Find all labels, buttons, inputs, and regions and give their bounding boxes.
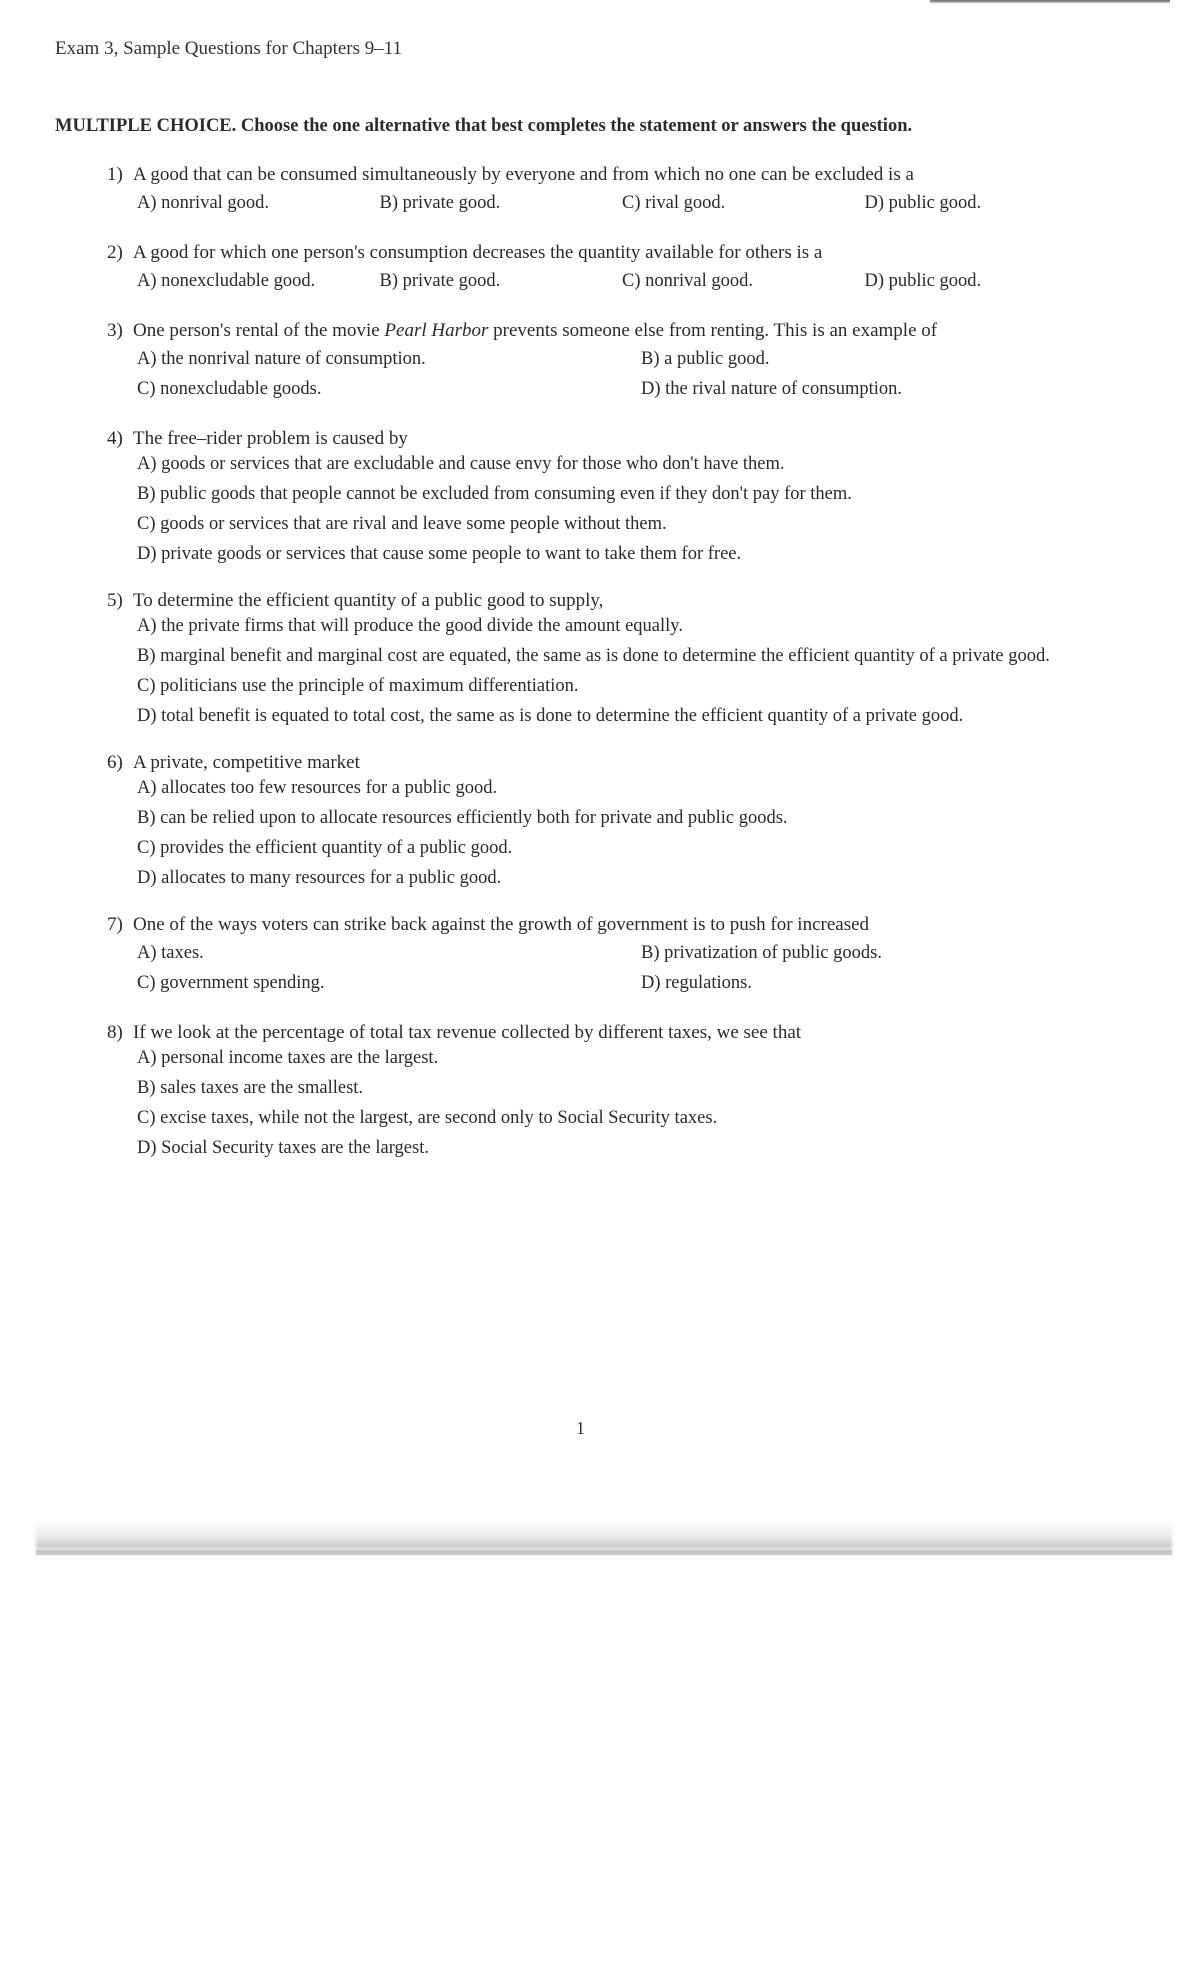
option-list <box>137 1046 1107 1160</box>
question-number: 1) <box>107 164 123 185</box>
option-b: B) can be relied upon to allocate resources efficiently both for private and public goods. <box>137 808 788 828</box>
option-a: A) the private firms that will produce the good divide the amount equally. <box>137 616 683 636</box>
question-stem <box>107 750 1107 776</box>
question-text: A good for which one person's consumption decreases the quantity available for others is a <box>133 242 823 263</box>
option-c: C) politicians use the principle of maximum differentiation. <box>137 676 579 696</box>
question-stem <box>107 318 1107 344</box>
option-c: C) nonrival good. <box>622 271 754 291</box>
question-5 <box>107 588 1107 728</box>
question-7 <box>107 912 1107 998</box>
question-text-after: prevents someone else from renting. This is an example of <box>488 320 938 341</box>
question-number: 6) <box>107 752 123 773</box>
option-c: C) provides the efficient quantity of a public good. <box>137 838 513 858</box>
question-text: A private, competitive market <box>133 752 360 773</box>
option-b: B) private good. <box>379 271 501 291</box>
page-number: 1 <box>576 1418 585 1438</box>
question-text: If we look at the percentage of total tax revenue collected by different taxes, we see that <box>133 1022 802 1043</box>
question-list <box>107 162 1107 1182</box>
option-d: D) the rival nature of consumption. <box>641 379 902 399</box>
option-grid <box>137 938 1107 998</box>
option-d: D) total benefit is equated to total cost, the same as is done to determine the efficient quantity of a private good. <box>137 706 964 726</box>
option-row <box>137 266 1107 296</box>
question-stem <box>107 426 1107 452</box>
question-number: 5) <box>107 590 123 611</box>
option-d: D) Social Security taxes are the largest. <box>137 1138 429 1158</box>
question-2 <box>107 240 1107 296</box>
question-number: 7) <box>107 914 123 935</box>
question-stem <box>107 240 1107 266</box>
question-6 <box>107 750 1107 890</box>
option-a: A) nonexcludable good. <box>137 271 316 291</box>
question-number: 2) <box>107 242 123 263</box>
question-text: A good that can be consumed simultaneously by everyone and from which no one can be excluded is a <box>133 164 914 185</box>
option-d: D) regulations. <box>641 973 752 993</box>
question-number: 8) <box>107 1022 123 1043</box>
question-3 <box>107 318 1107 404</box>
option-a: A) taxes. <box>137 943 204 963</box>
option-list <box>137 452 1107 566</box>
question-stem <box>107 162 1107 188</box>
option-c: C) government spending. <box>137 973 325 993</box>
question-4 <box>107 426 1107 566</box>
option-b: B) sales taxes are the smallest. <box>137 1078 364 1098</box>
option-b: B) private good. <box>379 193 501 213</box>
question-text: One of the ways voters can strike back against the growth of government is to push for increased <box>133 914 870 935</box>
scan-artifact-line <box>36 1550 1172 1555</box>
question-stem <box>107 912 1107 938</box>
option-a: A) nonrival good. <box>137 193 270 213</box>
instructions: MULTIPLE CHOICE. Choose the one alternative that best completes the statement or answers the question. <box>55 116 913 136</box>
question-text: To determine the efficient quantity of a public good to supply, <box>133 590 604 611</box>
option-d: D) public good. <box>864 193 982 213</box>
option-a: A) allocates too few resources for a public good. <box>137 778 498 798</box>
option-b: B) marginal benefit and marginal cost are equated, the same as is done to determine the efficient quantity of a private good. <box>137 646 1050 666</box>
question-text-before: One person's rental of the movie <box>133 320 385 341</box>
option-b: B) public goods that people cannot be excluded from consuming even if they don't pay for them. <box>137 484 852 504</box>
question-number: 3) <box>107 320 123 341</box>
option-list <box>137 614 1107 728</box>
option-a: A) the nonrival nature of consumption. <box>137 349 426 369</box>
option-c: C) goods or services that are rival and leave some people without them. <box>137 514 667 534</box>
option-b: B) a public good. <box>641 349 770 369</box>
question-text: The free–rider problem is caused by <box>133 428 408 449</box>
question-stem <box>107 588 1107 614</box>
option-c: C) excise taxes, while not the largest, are second only to Social Security taxes. <box>137 1108 718 1128</box>
option-d: D) public good. <box>864 271 982 291</box>
option-d: D) private goods or services that cause some people to want to take them for free. <box>137 544 742 564</box>
question-8 <box>107 1020 1107 1160</box>
option-c: C) nonexcludable goods. <box>137 379 322 399</box>
option-a: A) personal income taxes are the largest. <box>137 1048 439 1068</box>
option-c: C) rival good. <box>622 193 726 213</box>
option-a: A) goods or services that are excludable and cause envy for those who don't have them. <box>137 454 785 474</box>
question-stem <box>107 1020 1107 1046</box>
movie-title: Pearl Harbor <box>384 320 489 341</box>
question-number: 4) <box>107 428 123 449</box>
question-1 <box>107 162 1107 218</box>
option-b: B) privatization of public goods. <box>641 943 882 963</box>
option-list <box>137 776 1107 890</box>
option-grid <box>137 344 1107 404</box>
page-header: Exam 3, Sample Questions for Chapters 9–11 <box>55 38 403 59</box>
option-d: D) allocates to many resources for a public good. <box>137 868 502 888</box>
option-row <box>137 188 1107 218</box>
